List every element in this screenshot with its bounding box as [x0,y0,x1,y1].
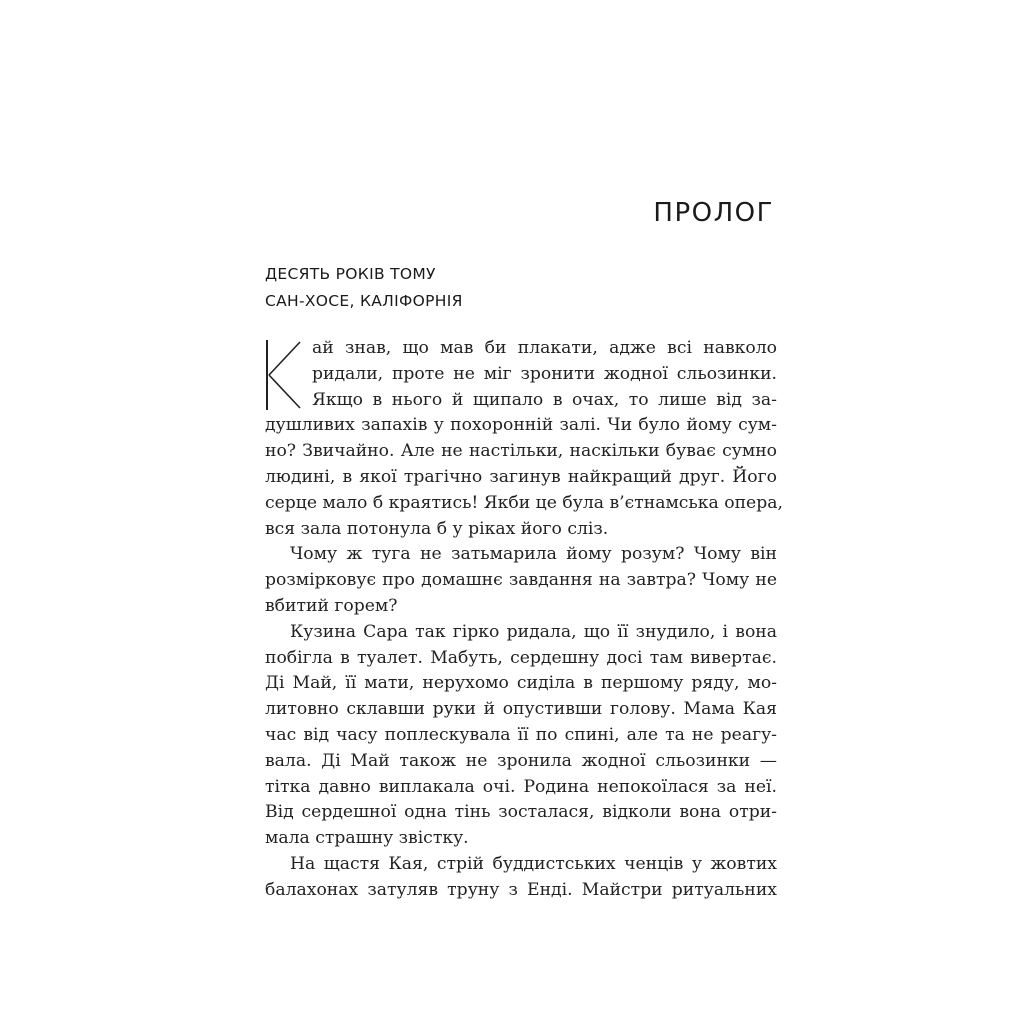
subheading-time: ДЕСЯТЬ РОКІВ ТОМУ [265,265,436,283]
text-line: ридали, проте не міг зронити жодної сльозинки. [312,363,777,384]
text-line: Ді Май, її мати, нерухомо сиділа в першому ряду, мо- [265,673,777,694]
chapter-title: ПРОЛОГ [653,198,774,228]
text-line: балахонах затуляв труну з Енді. Майстри ритуальних [265,879,777,900]
text-line: На щастя Кая, стрій буддистських ченців у жовтих [290,853,777,874]
text-line: Від сердешної одна тінь зосталася, відколи вона отри- [265,802,777,823]
text-line: тітка давно виплакала очі. Родина непокоїлася за неї. [265,776,777,797]
body-text [265,336,783,904]
text-line: серце мало б краятись! Якби це була в’єтнамська опера, [265,492,783,513]
text-line: час від часу поплескувала її по спині, але та не реагу- [265,724,777,745]
text-line: Якщо в нього й щипало в очах, то лише від за- [312,389,777,410]
text-line: вся зала потонула б у ріках його сліз. [265,518,609,539]
text-line: ай знав, що мав би плакати, адже всі навколо [312,338,777,358]
text-line: вала. Ді Май також не зронила жодної сльозинки — [265,750,777,771]
text-line: мала страшну звістку. [265,828,469,849]
text-line: людині, в якої трагічно загинув найкращий друг. Його [265,466,777,487]
text-line: вбитий горем? [265,595,398,616]
text-line: розмірковує про домашнє завдання на завтра? Чому не [265,570,777,591]
text-line: Кузина Сара так гірко ридала, що її знудило, і вона [290,621,777,642]
text-line: побігла в туалет. Мабуть, сердешну досі там вивертає. [265,647,777,668]
text-line: литовно склавши руки й опустивши голову. Мама Кая [265,699,777,720]
text-line: но? Звичайно. Але не настільки, наскільки буває сумно [265,441,777,462]
text-line: душливих запахів у похоронній залі. Чи було йому сум- [265,415,777,436]
text-line: Чому ж туга не затьмарила йому розум? Чому він [290,544,777,565]
subheading-place: САН-ХОСЕ, КАЛІФОРНІЯ [265,292,463,310]
